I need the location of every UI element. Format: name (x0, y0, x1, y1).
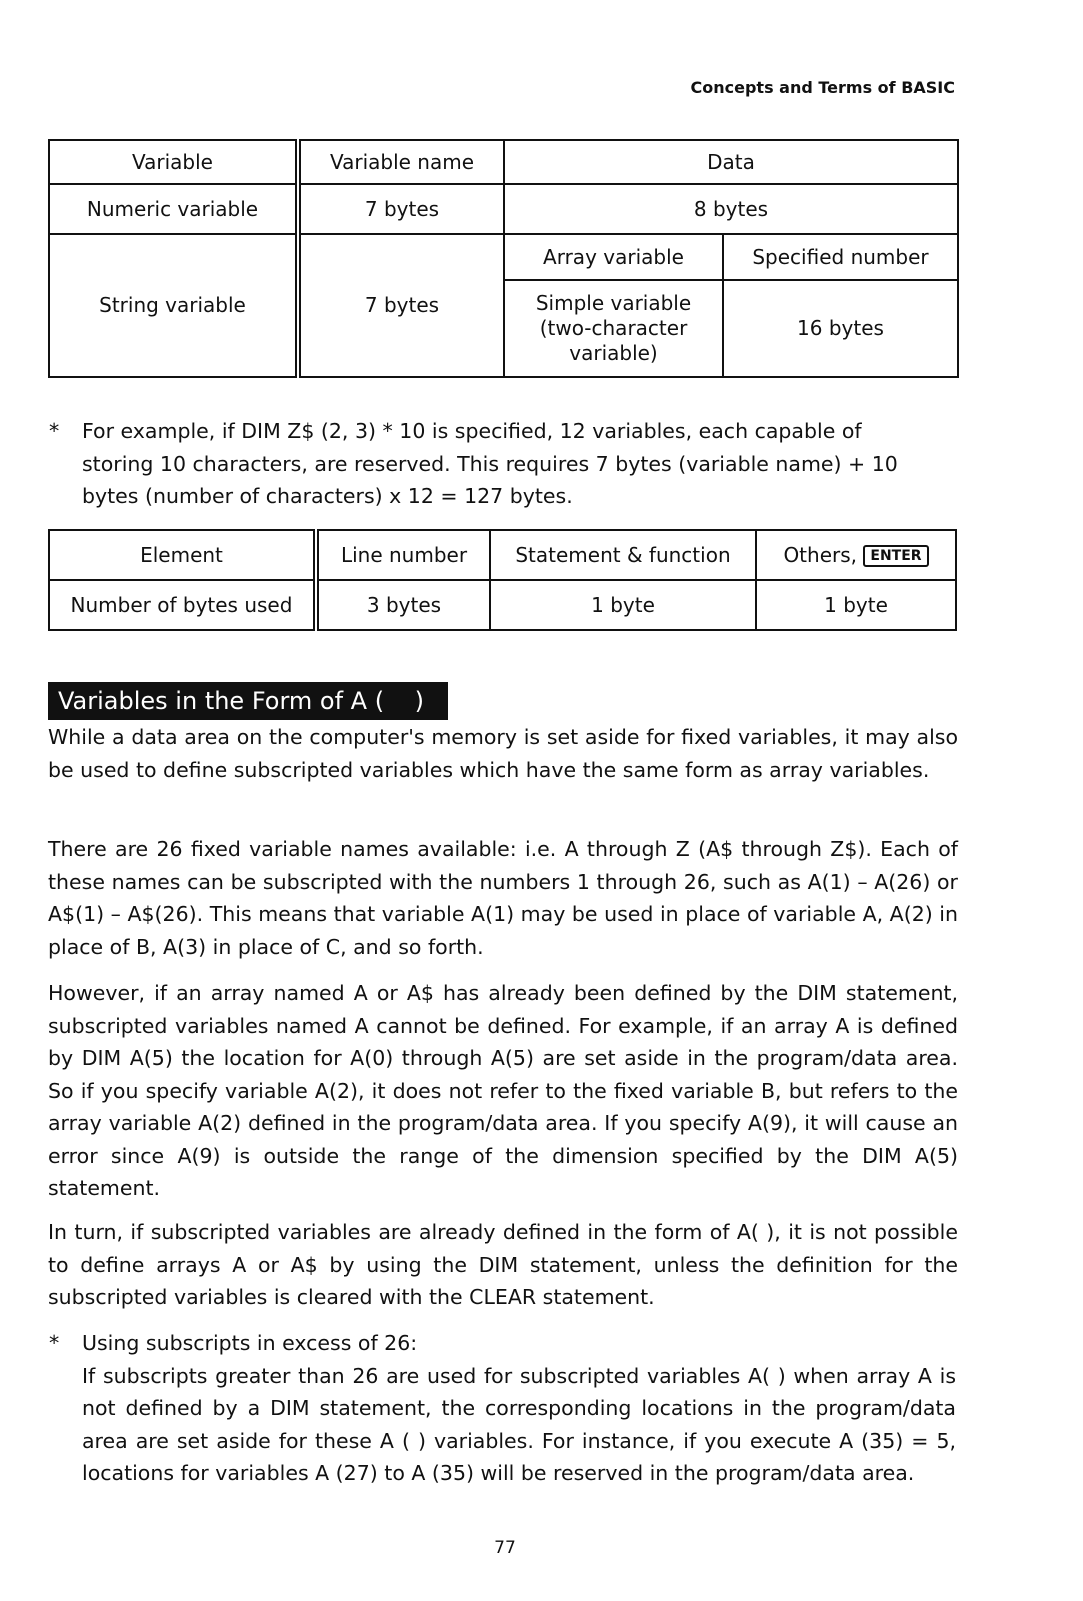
section-heading: Variables in the Form of A ( ) (48, 682, 448, 720)
running-head: Concepts and Terms of BASIC (690, 78, 955, 97)
header-variable: Variable (49, 140, 298, 184)
paragraph-4: In turn, if subscripted variables are already defined in the form of A( ), it is not possible to define arrays A or A$ by using the DIM statement, unless the definition for the subscripted variables is cleared with the CLEAR statement. (48, 1220, 958, 1309)
enter-key-icon: ENTER (863, 545, 928, 567)
footnote-marker-2: * (49, 1331, 60, 1355)
numeric-variable-data-bytes: 8 bytes (504, 184, 958, 234)
others-label: Others, (783, 542, 858, 567)
paragraph-3: However, if an array named A or A$ has already been defined by the DIM statement, subscripted variables named A cannot be defined. For example, if an array A is defined by DIM A(5) the location for A(0) through A(5) are set aside in the program/data area. So if you specify variable A(2), it does not refer to the fixed variable B, but refers to the array variable A(2) defined in the program/data area. If you specify A(9), it will cause an error since A(9) is outside the range of the dimension specified by the DIM A(5) statement. (48, 981, 958, 1200)
header-data: Data (504, 140, 958, 184)
specified-number-label: Specified number (723, 234, 958, 280)
simple-variable-label: Simple variable (two-character variable) (504, 280, 723, 377)
paragraph-1: While a data area on the computer's memory is set aside for fixed variables, it may also be used to define subscripted variables which have the same form as array variables. (48, 725, 958, 782)
page-number: 77 (494, 1538, 516, 1558)
footnote-dim-example (49, 415, 922, 513)
footnote-subscripts-body: If subscripts greater than 26 are used for subscripted variables A( ) when array A is not defined by a DIM statement, the corresponding locations in the program/data area are set aside for these A ( ) variables. For instance, if you execute A (35) = 5, locations for variables A (27) to A (35) will be reserved in the program/data area. (82, 1363, 956, 1485)
numeric-variable-name-bytes: 7 bytes (298, 184, 504, 234)
paragraph-2: There are 26 fixed variable names available: i.e. A through Z (A$ through Z$). Each of these names can be subscripted with the numbers 1 through 26, such as A(1) – A(26) or A$(1) – A$(26). This means that variable A(1) may be used in place of variable A, A(2) in place of B, A(3) in place of C, and so forth. (48, 837, 958, 959)
numeric-variable-label: Numeric variable (49, 184, 298, 234)
statement-function-bytes: 1 byte (490, 580, 756, 630)
simple-variable-bytes: 16 bytes (723, 280, 958, 377)
line-number-bytes: 3 bytes (316, 580, 490, 630)
element-label: Element (49, 530, 316, 580)
bytes-used-label: Number of bytes used (49, 580, 316, 630)
line-number-label: Line number (316, 530, 490, 580)
statement-function-label: Statement & function (490, 530, 756, 580)
footnote-marker: * (49, 419, 60, 443)
footnote-subscripts (49, 1327, 956, 1490)
string-variable-name-bytes: 7 bytes (298, 234, 504, 377)
variable-memory-table (48, 139, 959, 378)
others-label-cell (756, 530, 956, 580)
header-variable-name: Variable name (298, 140, 504, 184)
element-bytes-table (48, 529, 957, 631)
footnote-subscripts-title: Using subscripts in excess of 26: (82, 1331, 418, 1355)
string-variable-label: String variable (49, 234, 298, 377)
footnote-text: For example, if DIM Z$ (2, 3) * 10 is specified, 12 variables, each capable of storing 10 characters, are reserved. This requires 7 bytes (variable name) + 10 bytes (number of characters) x 12 = 127 bytes. (82, 419, 898, 508)
others-bytes: 1 byte (756, 580, 956, 630)
array-variable-label: Array variable (504, 234, 723, 280)
